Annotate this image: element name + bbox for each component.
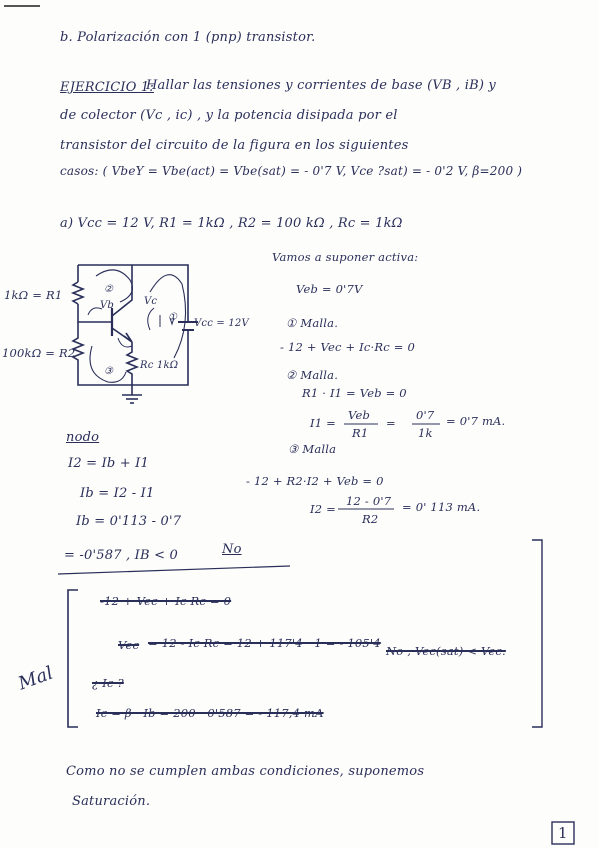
rc-label: Rc 1kΩ bbox=[140, 360, 179, 371]
malla-3-equation: - 12 + R2·I2 + Veb = 0 bbox=[246, 474, 384, 488]
nodo-line-3: Ib = 0'113 - 0'7 bbox=[76, 514, 182, 529]
i1-result: = 0'7 mA. bbox=[446, 414, 506, 428]
assume-active: Vamos a suponer activa: bbox=[272, 250, 419, 264]
loop1-marker: ① bbox=[168, 312, 178, 323]
crossed-line-3: ¿ Ic ? bbox=[92, 676, 124, 690]
i1-numerator-2: 0'7 bbox=[416, 408, 435, 422]
malla-1-title: ① Malla. bbox=[286, 316, 339, 330]
vc-marker: Vc bbox=[144, 296, 158, 307]
circuit-diagram bbox=[73, 265, 198, 403]
i1-numerator: Veb bbox=[348, 408, 371, 422]
i1-denominator-2: 1k bbox=[418, 426, 433, 440]
exercise-line-3: transistor del circuito de la figura en los siguientes bbox=[60, 138, 409, 153]
r2-resistor bbox=[73, 322, 132, 385]
crossed-line-2-prefix: Vec bbox=[118, 638, 140, 652]
left-bracket bbox=[68, 590, 78, 727]
i2-denominator: R2 bbox=[362, 512, 379, 526]
r1-label: 1kΩ = R1 bbox=[4, 288, 63, 302]
i1-lhs: I1 = bbox=[310, 416, 336, 430]
veb-value: Veb = 0'7V bbox=[296, 282, 363, 296]
exercise-line-4: casos: ( VbeY = Vbe(act) = Vbe(sat) = - 0'7 V, Vce ?sat) = - 0'2 V, β=200 ) bbox=[60, 164, 523, 178]
nodo-no: No bbox=[222, 542, 242, 557]
page-number: 1 bbox=[558, 824, 568, 842]
vcc-label: Vcc = 12V bbox=[194, 318, 249, 329]
malla-1-equation: - 12 + Vec + Ic·Rc = 0 bbox=[280, 340, 415, 354]
margin-note-mal: Mal bbox=[15, 662, 57, 695]
malla-3-title: ③ Malla bbox=[288, 442, 337, 456]
nodo-title: nodo bbox=[66, 430, 100, 445]
i2-numerator: 12 - 0'7 bbox=[346, 494, 392, 508]
r1-resistor bbox=[73, 282, 83, 304]
exercise-label: EJERCICIO 1: bbox=[60, 80, 154, 95]
nodo-line-1: I2 = Ib + I1 bbox=[68, 456, 149, 471]
r2-label: 100kΩ = R2 bbox=[2, 346, 76, 360]
malla-2-equation: R1 · I1 = Veb = 0 bbox=[302, 386, 407, 400]
crossed-line-1: -12 + Vec + Ic·Rc = 0 bbox=[100, 594, 232, 608]
exercise-line-2: de colector (Vc , ic) , y la potencia disipada por el bbox=[60, 108, 398, 123]
nodo-line-2: Ib = I2 - I1 bbox=[80, 486, 155, 501]
section-heading: b. Polarización con 1 (pnp) transistor. bbox=[60, 30, 316, 45]
crossed-line-4: Ic = β · Ib = 200 · 0'587 = - 117,4 mA bbox=[96, 706, 324, 720]
exercise-line-1: Hallar las tensiones y corrientes de base (VB , iB) y bbox=[146, 78, 496, 93]
rc-resistor bbox=[127, 342, 137, 385]
crossed-line-2: = 12 - Ic·Rc = 12 + 117'4 · 1 = - 105'4 bbox=[148, 636, 381, 650]
conclusion-line-1: Como no se cumplen ambas condiciones, suponemos bbox=[66, 764, 425, 779]
crossed-line-2-note: No , Vec(sat) < Vec. bbox=[386, 644, 506, 658]
i1-denominator: R1 bbox=[352, 426, 369, 440]
nodo-line-4: = -0'587 , IB < 0 bbox=[64, 548, 178, 563]
i2-lhs: I2 = bbox=[310, 502, 336, 516]
i1-equals: = bbox=[386, 416, 396, 430]
loop2-marker: ② bbox=[104, 284, 114, 295]
i2-result: = 0' 113 mA. bbox=[402, 500, 481, 514]
conclusion-line-2: Saturación. bbox=[72, 794, 151, 809]
loop2-arrow bbox=[96, 270, 132, 302]
malla-2-title: ② Malla. bbox=[286, 368, 339, 382]
loop3-marker: ③ bbox=[104, 366, 114, 377]
underline-result bbox=[58, 566, 290, 574]
vb-marker: Vb bbox=[100, 300, 115, 311]
part-a-statement: a) Vcc = 12 V, R1 = 1kΩ , R2 = 100 kΩ , Rc = 1kΩ bbox=[60, 216, 403, 231]
right-bracket bbox=[532, 540, 542, 727]
